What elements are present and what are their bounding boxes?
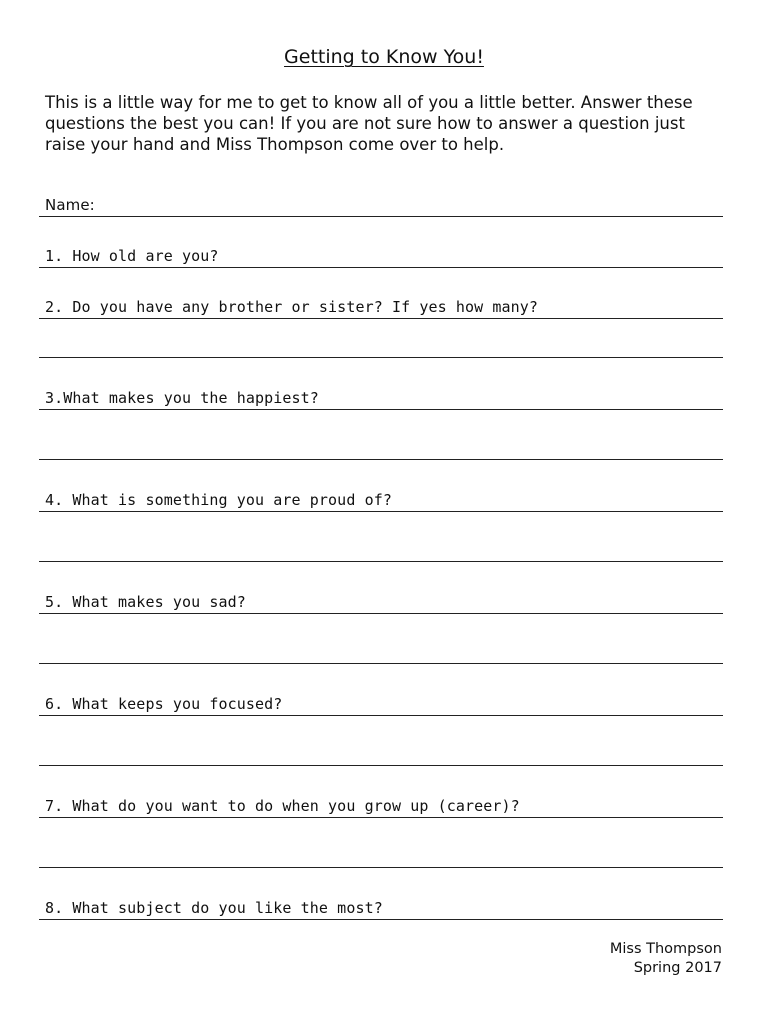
question-3-field[interactable] xyxy=(39,385,723,410)
question-2-field[interactable] xyxy=(39,294,723,319)
question-3-label: 3.What makes you the happiest? xyxy=(45,389,319,407)
footer-term: Spring 2017 xyxy=(633,960,722,976)
answer-line[interactable] xyxy=(39,765,723,766)
question-5-field[interactable] xyxy=(39,589,723,614)
question-6-label: 6. What keeps you focused? xyxy=(45,695,283,713)
answer-line[interactable] xyxy=(39,867,723,868)
footer-signature xyxy=(610,940,722,978)
question-8-label: 8. What subject do you like the most? xyxy=(45,899,383,917)
page-title xyxy=(0,46,768,68)
question-7-label: 7. What do you want to do when you grow up (career)? xyxy=(45,797,520,815)
question-4-field[interactable] xyxy=(39,487,723,512)
title-text: Getting to Know You! xyxy=(284,46,484,68)
footer-author: Miss Thompson xyxy=(609,941,722,957)
name-label: Name: xyxy=(45,196,95,214)
question-8-field[interactable] xyxy=(39,895,723,920)
question-1-field[interactable] xyxy=(39,243,723,268)
intro-paragraph: This is a little way for me to get to know all of you a little better. Answer these questions the best you can! If you are not sure how to answer a question just raise your hand and Miss Thompson come over to help. xyxy=(45,93,693,154)
question-2-label: 2. Do you have any brother or sister? If yes how many? xyxy=(45,298,539,316)
answer-line[interactable] xyxy=(39,663,723,664)
question-5-label: 5. What makes you sad? xyxy=(45,593,246,611)
name-field[interactable] xyxy=(39,192,723,217)
answer-line[interactable] xyxy=(39,561,723,562)
answer-line[interactable] xyxy=(39,459,723,460)
question-1-label: 1. How old are you? xyxy=(45,247,219,265)
question-4-label: 4. What is something you are proud of? xyxy=(45,491,392,509)
question-6-field[interactable] xyxy=(39,691,723,716)
answer-line[interactable] xyxy=(39,357,723,358)
question-7-field[interactable] xyxy=(39,793,723,818)
